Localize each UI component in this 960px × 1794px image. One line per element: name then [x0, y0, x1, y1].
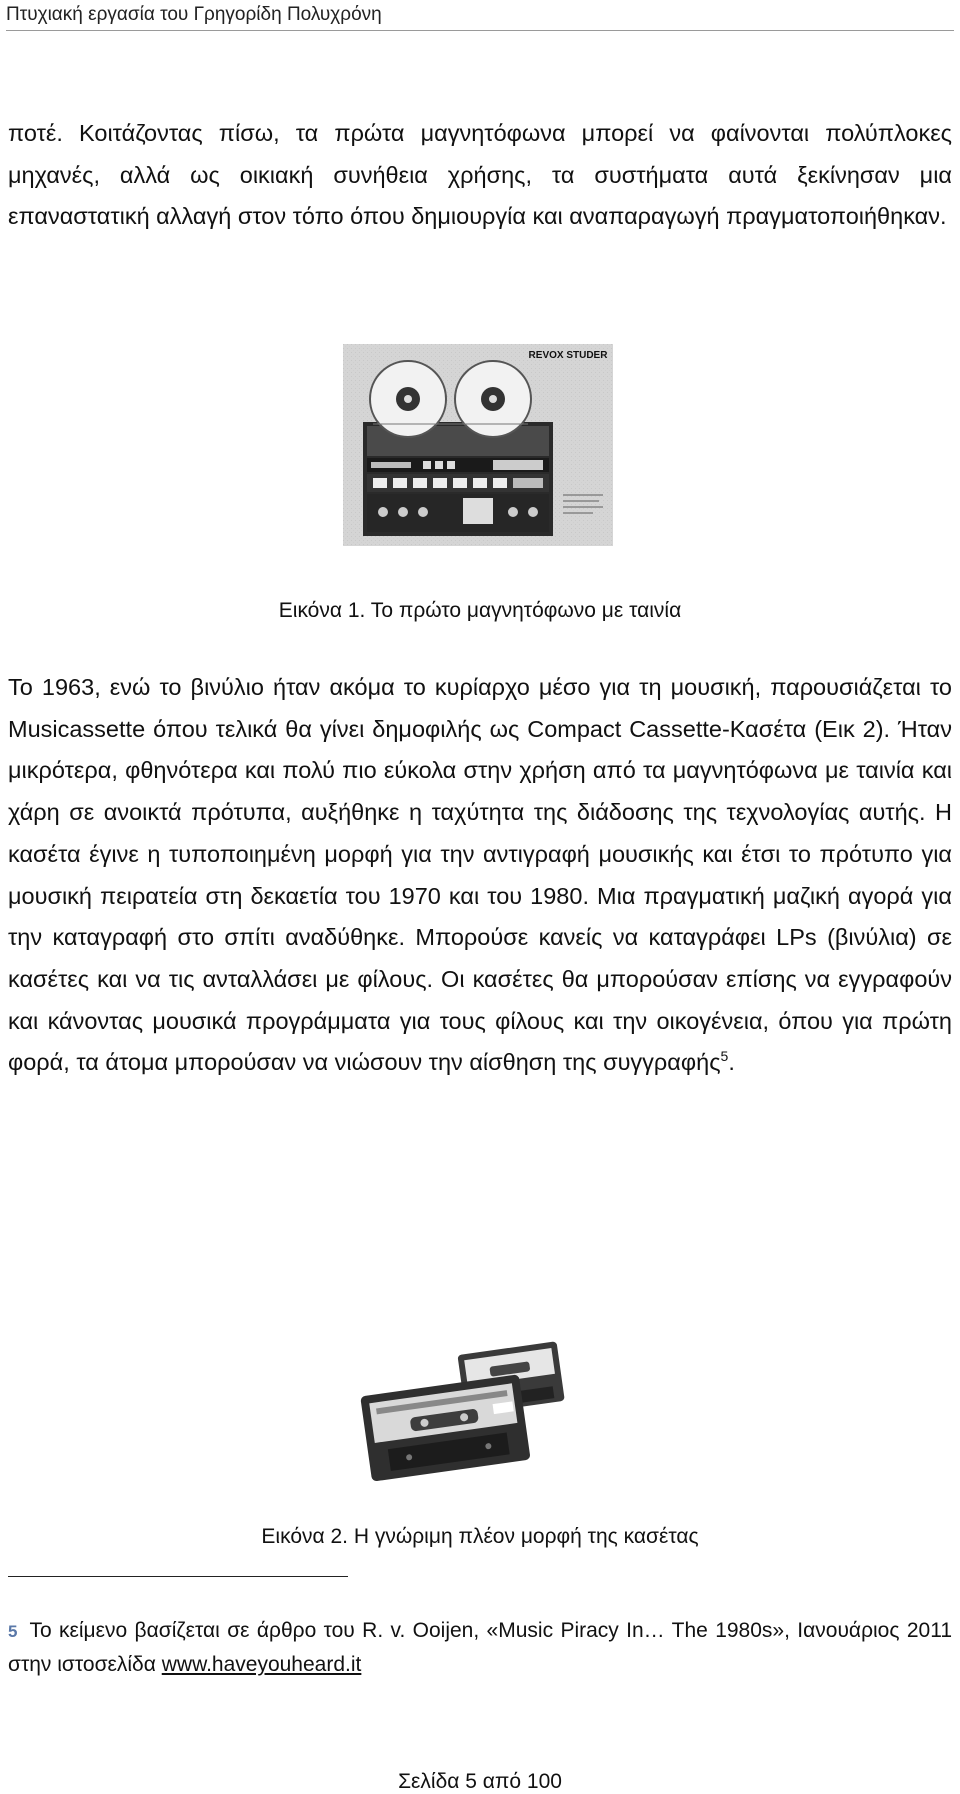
footnote-number: 5 [8, 1622, 18, 1641]
figure-2-cassettes [350, 1340, 610, 1490]
header-title: Πτυχιακή εργασία του Γρηγορίδη Πολυχρόνη [6, 4, 382, 25]
paragraph-2 [8, 667, 952, 1084]
page-number: Σελίδα 5 από 100 [398, 1770, 562, 1793]
paragraph-2-end: . [728, 1049, 735, 1076]
figure-1-caption: Εικόνα 1. Το πρώτο μαγνητόφωνο με ταινία [278, 599, 682, 622]
page-header [6, 0, 954, 32]
figure-2-caption: Εικόνα 2. Η γνώριμη πλέον μορφή της κασέτας [261, 1525, 699, 1548]
footnote-link[interactable]: www.haveyouheard.it [161, 1653, 362, 1676]
figure-1-tape-recorder [343, 344, 613, 546]
paragraph-2-text: Το 1963, ενώ το βινύλιο ήταν ακόμα το κυρίαρχο μέσο για τη μουσική, παρουσιάζεται το Musicassette όπου τελικά θα γίνει δημοφιλής ως Compact Cassette-Κασέτα (Εικ 2). Ήταν μικρότερα, φθηνότερα και πολύ πιο εύκολα στην χρήση από τα μαγνητόφωνα με ταινία και χάρη σε ανοικτά πρότυπα, αυξήθηκε η ταχύτητα της διάδοσης της τεχνολογίας αυτής. Η κασέτα έγινε η τυποποιημένη μορφή για την αντιγραφή μουσικής και έτσι το πρότυπο για μουσική πειρατεία στη δεκαετία του 1970 και του 1980. Μια πραγματική μαζική αγορά για την καταγραφή στο σπίτι αναδύθηκε. Μπορούσε κανείς να καταγράφει LPs (βινύλια) σε κασέτες και να τις ανταλλάσει με φίλους. Οι κασέτες θα μπορούσαν επίσης να εγγραφούν και κάνοντας μουσικά προγράμματα για τους φίλους και την οικογένεια, όπου για πρώτη φορά, τα άτομα μπορούσαν να νιώσουν την αίσθηση της συγγραφής [8, 674, 952, 1076]
figure-1-brand: REVOX STUDER [528, 350, 608, 361]
header-rule [6, 30, 954, 31]
footnote-text: Το κείμενο βασίζεται σε άρθρο του R. v. Ooijen, «Music Piracy In… The 1980s», Ιανουάριος 2011 στην ιστοσελίδα [8, 1619, 952, 1676]
paragraph-1: ποτέ. Κοιτάζοντας πίσω, τα πρώτα μαγνητόφωνα μπορεί να φαίνονται πολύπλοκες μηχανές, αλλά ως οικιακή συνήθεια χρήσης, τα συστήματα αυτά ξεκίνησαν μια επαναστατική αλλαγή στον τόπο όπου δημιουργία και αναπαραγωγή πραγματοποιήθηκαν. [8, 120, 952, 229]
footnote-separator [8, 1576, 348, 1577]
footnote-ref-5[interactable]: 5 [720, 1048, 729, 1065]
footnote [8, 1614, 952, 1681]
